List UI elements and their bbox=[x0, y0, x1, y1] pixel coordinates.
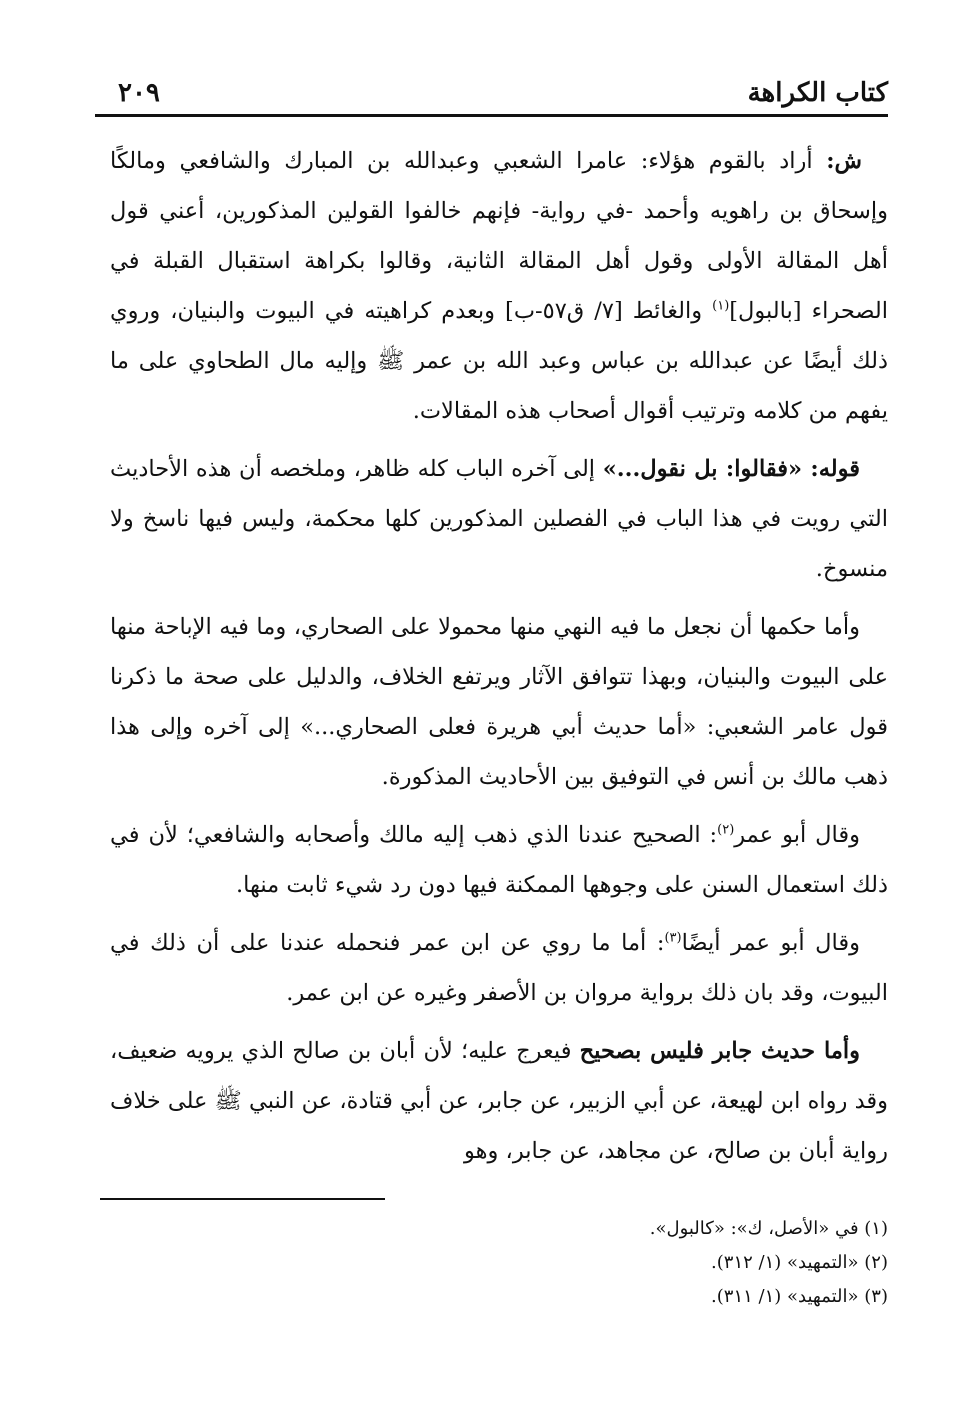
paragraph-abu-umar-also bbox=[110, 918, 888, 1018]
paragraph-text: : أما ما روي عن ابن عمر فنحمله عندنا على أن ذلك في البيوت، وقد بان ذلك برواية مروان بن الأصفر وغيره عن ابن عمر. bbox=[110, 930, 888, 1006]
paragraph-lead: قوله: «فقالوا: بل نقول...» bbox=[602, 456, 860, 482]
paragraph-text: وأما حكمها أن نجعل ما فيه النهي منها محمولا على الصحاري، وما فيه الإباحة منها على البيوت والبنيان، وبهذا تتوافق الآثار ويرتفع الخلاف، والدليل على صحة ما ذكرنا قول عامر الشعبي: «أما حديث أبي هريرة فعلى الصحاري...» إلى آخره وإلى هذا ذهب مالك بن أنس في التوفيق بين الأحاديث المذكورة. bbox=[110, 614, 888, 790]
paragraph-qawluhu bbox=[110, 444, 888, 594]
main-text bbox=[110, 136, 888, 1184]
paragraph-lead: ش: bbox=[826, 148, 862, 174]
paragraph-text: وقال أبو عمر bbox=[734, 822, 860, 848]
footnotes bbox=[110, 1212, 888, 1314]
paragraph-text: إلى آخره الباب كله ظاهر، وملخصه أن هذه الأحاديث التي رويت في هذا الباب في الفصلين المذكورين كلها محكمة، وليس فيها ناسخ ولا منسوخ. bbox=[110, 456, 888, 582]
footnote-3: (٣) «التمهيد» (١/ ٣١١). bbox=[711, 1286, 888, 1307]
footnote-2: (٢) «التمهيد» (١/ ٣١٢). bbox=[711, 1252, 888, 1273]
paragraph-commentary bbox=[110, 136, 888, 436]
paragraph-text: : الصحيح عندنا الذي ذهب إليه مالك وأصحابه والشافعي؛ لأن في ذلك استعمال السنن على وجوهها الممكنة فيها دون رد شيء ثابت منها. bbox=[110, 822, 888, 898]
paragraph-jabir bbox=[110, 1026, 888, 1176]
footnote-separator bbox=[100, 1198, 385, 1200]
paragraph-text: وقال أبو عمر أيضًا bbox=[681, 930, 860, 956]
footnote-marker: (٢) bbox=[717, 822, 735, 838]
page-header bbox=[118, 66, 888, 108]
paragraph-text: أراد بالقوم هؤلاء: عامرا الشعبي وعبدالله بن المبارك والشافعي ومالكًا وإسحاق بن راهويه وأحمد -في رواية- فإنهم خالفوا القولين المذكورين، أعني قول أهل المقالة الأولى وقول أهل المقالة الثانية، وقالوا بكراهة استقبال القبلة في الصحراء [بالبول] bbox=[110, 148, 888, 324]
paragraph-hukm bbox=[110, 602, 888, 802]
header-rule bbox=[95, 114, 888, 117]
footnote-marker: (٣) bbox=[664, 930, 682, 946]
paragraph-abu-umar bbox=[110, 810, 888, 910]
page-number: ٢٠٩ bbox=[118, 78, 160, 108]
paragraph-lead: وأما حديث جابر فليس بصحيح bbox=[579, 1038, 860, 1064]
book-title: كتاب الكراهة bbox=[747, 78, 888, 108]
paragraph-text: والغائط [٧/ ق٥٧-ب] وبعدم كراهيته في البيوت والبنيان، وروي ذلك أيضًا عن عبدالله بن عباس وعبد الله بن عمر ﷺ وإليه مال الطحاوي على ما يفهم من كلامه وترتيب أقوال أصحاب هذه المقالات. bbox=[110, 298, 888, 424]
footnote-1: (١) في «الأصل، ك»: «كالبول». bbox=[649, 1218, 888, 1239]
paragraph-text: فيعرج عليه؛ لأن أبان بن صالح الذي يرويه ضعيف، وقد رواه ابن لهيعة، عن أبي الزبير، عن جابر، عن أبي قتادة، عن النبي ﷺ على خلاف رواية أبان بن صالح، عن مجاهد، عن جابر، وهو bbox=[110, 1038, 888, 1164]
footnote-marker: (١) bbox=[712, 298, 730, 314]
